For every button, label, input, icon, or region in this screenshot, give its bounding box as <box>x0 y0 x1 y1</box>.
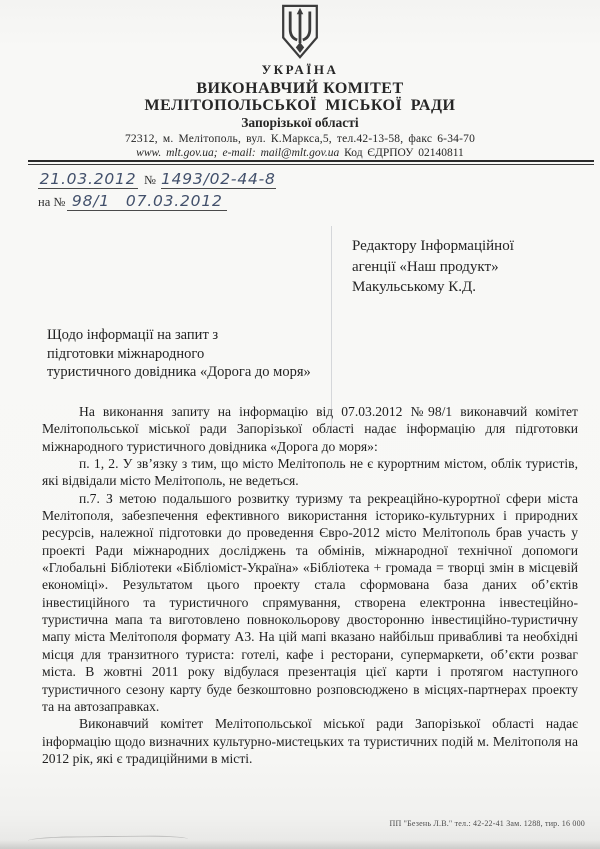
body-paragraph: п.7. З метою подальшого розвитку туризму та рекреаційно-курортної сфери міста Мелітополя, забезпечення ефективного використання історико-культурних і природних ресурсів, належної підготовки до проведення Євро-2012 місто Мелітополь брав участь у проекті Ради міжнародних досліджень та обмінів, міжнародної технічної допомоги «Глобальні Бібліотеки «Бібліоміст-Україна» «Бібліотека + громада = творці змін в місцевій економіці». Результатом цього проекту стала сформована база даних об’єктів інвестиційного та туристичного спрямування, створена електронна інвестеційно-туристична мапа та виготовлено повнокольорову двосторонню інвестиційно-туристичну мапу міста Мелітополя формату А3. На цій мапі вказано найбільш привабливі та необхідні місця для транзитного туриста: готелі, кафе і ресторани, супермаркети, об’єкти розваг міста. В жовтні 2011 року відбулася презентація цієї карти і протягом наступного туристичного сезону карту буде безкоштовно розповсюджено в місцях-партнерах проекту та на автозаправках. <box>42 490 578 714</box>
incoming-reference-label: на № <box>38 195 66 209</box>
letter-body <box>42 403 578 767</box>
incoming-number-handwritten: 98/1 <box>71 192 110 210</box>
recipient-line: Редактору Інформаційної <box>352 238 514 254</box>
incoming-reference-handwritten <box>67 192 227 211</box>
scan-shadow <box>0 840 600 849</box>
subject-line: підготовки міжнародного <box>47 345 205 362</box>
org-name-line1: ВИКОНАВЧИЙ КОМІТЕТ <box>196 80 404 97</box>
number-sign-label: № <box>144 173 156 187</box>
outgoing-date-handwritten: 21.03.2012 <box>39 170 137 188</box>
incoming-date-handwritten: 07.03.2012 <box>125 192 223 210</box>
org-region: Запорізької області <box>241 115 359 130</box>
subject-line: туристичного довідника «Дорога до моря» <box>47 364 311 380</box>
outgoing-reference-row <box>38 170 276 189</box>
body-paragraph: На виконання запиту на інформацію від 07.03.2012 №98/1 виконавчий комітет Мелітопольської міської ради Запорізької області надає інформацію для підготовки міжнародного туристичного довідника «Дорога до моря»: <box>42 404 578 454</box>
recipient-line: Макульському К.Д. <box>352 279 476 295</box>
outgoing-number-handwritten: 1493/02-44-8 <box>160 170 276 188</box>
org-name-line2: МЕЛІТОПОЛЬСЬКОЇ МІСЬКОЇ РАДИ <box>144 97 456 114</box>
scan-crease-artifact <box>331 226 332 428</box>
letterhead <box>0 4 600 160</box>
tryzub-shield-icon <box>277 4 323 60</box>
reference-block <box>38 170 276 211</box>
org-web-email: www. mlt.gov.ua; e-mail: mail@mlt.gov.ua <box>136 147 340 159</box>
subject-line: Щодо інформації на запит з <box>47 327 219 343</box>
org-contacts <box>0 147 600 160</box>
print-shop-info: ПП "Безень Л.В." тел.: 42-22-41 Зам. 1288, тир. 16 000 <box>389 819 585 828</box>
body-paragraph: Виконавчий комітет Мелітопольської міської ради Запорізької області надає інформацію щодо визначних культурно-мистецьких та туристичних подій м. Мелітополя на 2012 рік, які є традиційними в місті. <box>42 716 578 766</box>
body-paragraph: п. 1, 2. У зв’язку з тим, що місто Мелітополь не є курортним містом, облік туристів, які відвідали місто Мелітополь, не ведеться. <box>42 456 578 489</box>
letterhead-divider <box>28 160 594 165</box>
subject-block <box>47 326 311 382</box>
org-edrpou-code: Код ЄДРПОУ 02140811 <box>344 147 464 159</box>
recipient-line: агенції «Наш продукт» <box>352 258 499 275</box>
incoming-reference-row <box>38 192 276 211</box>
recipient-block <box>352 236 514 298</box>
country-name: УКРАЇНА <box>261 62 339 77</box>
org-address: 72312, м. Мелітополь, вул. К.Маркса,5, тел.42-13-58, факс 6-34-70 <box>124 133 476 145</box>
